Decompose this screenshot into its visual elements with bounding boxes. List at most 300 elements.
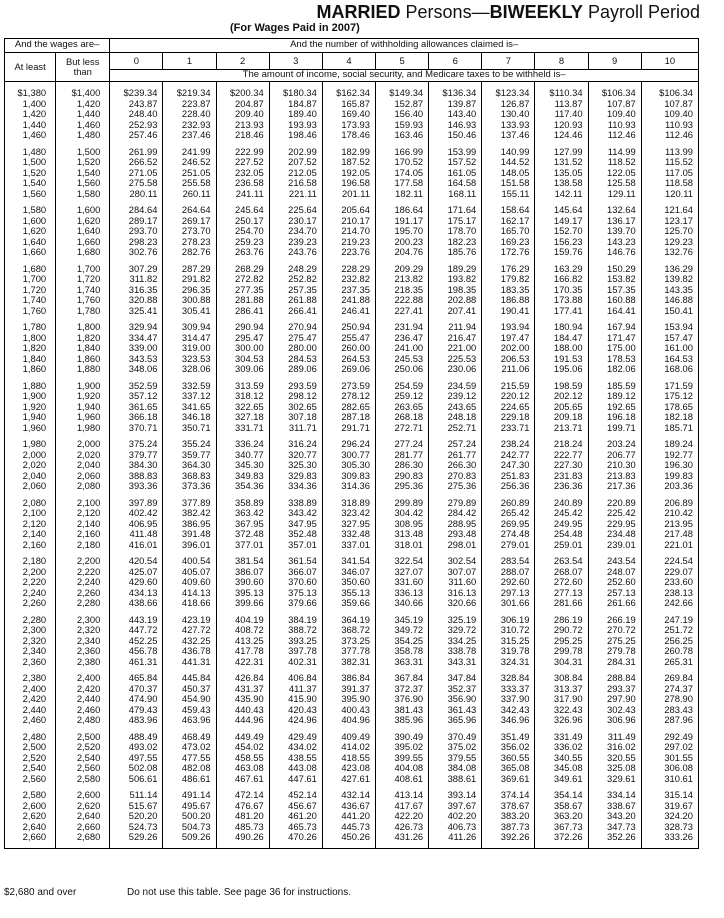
cell-value: 146.76 xyxy=(607,246,636,257)
allowances-header: And the number of withholding allowances claimed is– xyxy=(110,39,699,53)
cell-value: 225.42 xyxy=(607,507,636,518)
cell-value: 251.05 xyxy=(181,166,211,178)
cell-value: 408.72 xyxy=(235,624,264,635)
cell-value: 495.67 xyxy=(181,799,211,811)
cell-value: 348.06 xyxy=(128,363,158,374)
cell-value: 379.55 xyxy=(447,751,477,763)
cell-value: 163.46 xyxy=(394,129,424,140)
cell-value: $239.34 xyxy=(123,87,158,98)
cell-value: 1,440 xyxy=(76,108,101,119)
cell-value: 491.14 xyxy=(181,789,211,800)
cell-value: 118.58 xyxy=(665,177,693,188)
cell-value: 416.01 xyxy=(128,538,158,550)
tax-cell xyxy=(322,784,375,848)
table-row-group xyxy=(5,784,699,848)
cell-value: 363.31 xyxy=(394,655,424,667)
tax-cell xyxy=(163,375,216,434)
cell-value: 195.06 xyxy=(553,363,583,374)
table-row-group xyxy=(5,316,699,375)
cell-value: 164.58 xyxy=(447,177,477,188)
cell-value: 391.48 xyxy=(181,528,211,539)
tax-cell xyxy=(482,316,535,375)
tax-cell xyxy=(641,726,698,785)
cell-value: 368.83 xyxy=(181,469,211,481)
cell-value: 273.70 xyxy=(181,225,211,236)
cell-value: 264.53 xyxy=(341,352,370,364)
cell-value: 1,880 xyxy=(76,363,101,374)
cell-value: 386.07 xyxy=(235,565,264,577)
cell-value: 251.83 xyxy=(500,469,530,481)
cell-value: 418.55 xyxy=(341,751,370,763)
table-row-group xyxy=(5,141,699,200)
cell-value: 240.89 xyxy=(553,496,583,508)
at-least-cell xyxy=(5,492,56,551)
but-less-cell xyxy=(56,550,110,609)
cell-value: 332.59 xyxy=(181,379,211,391)
tax-cell xyxy=(216,375,269,434)
cell-value: 432.25 xyxy=(181,634,211,646)
tax-cell xyxy=(322,199,375,258)
cell-value: 248.18 xyxy=(447,411,477,422)
cell-value: 293.70 xyxy=(128,225,158,236)
cell-value: 427.61 xyxy=(341,772,370,784)
cell-value: 395.02 xyxy=(394,741,424,752)
cell-value: 159.93 xyxy=(394,118,424,130)
cell-value: 2,560 xyxy=(22,772,47,784)
cell-value: 302.76 xyxy=(128,246,158,257)
cell-value: 359.77 xyxy=(181,448,211,460)
cell-value: 2,300 xyxy=(22,624,47,635)
cell-value: 288.84 xyxy=(607,672,636,683)
tax-cell xyxy=(216,550,269,609)
cell-value: 213.71 xyxy=(553,421,583,433)
cell-value: 395.13 xyxy=(235,586,264,598)
cell-value: 2,240 xyxy=(76,576,101,587)
cell-value: 320.88 xyxy=(128,294,158,305)
cell-value: 182.11 xyxy=(395,187,424,199)
cell-value: 150.41 xyxy=(664,304,693,316)
tax-cell xyxy=(163,492,216,551)
cell-value: 411.48 xyxy=(129,528,158,539)
cell-value: 236.58 xyxy=(235,177,264,188)
cell-value: 245.53 xyxy=(394,352,424,364)
cell-value: 414.02 xyxy=(341,741,370,752)
cell-value: 204.76 xyxy=(394,246,424,257)
cell-value: 284.53 xyxy=(288,352,317,364)
cell-value: 349.61 xyxy=(553,772,583,784)
cell-value: 307.18 xyxy=(288,411,317,422)
cell-value: 434.13 xyxy=(128,586,158,598)
cell-value: 242.66 xyxy=(664,597,693,608)
tax-cell xyxy=(588,726,641,785)
cell-value: 450.26 xyxy=(341,831,370,842)
cell-value: 452.25 xyxy=(128,634,158,646)
cell-value: 283.43 xyxy=(664,703,693,715)
cell-value: 341.65 xyxy=(181,400,211,412)
cell-value: 319.00 xyxy=(181,342,211,353)
cell-value: 185.76 xyxy=(447,246,477,257)
tax-cell xyxy=(216,784,269,848)
cell-value: 318.12 xyxy=(235,390,264,401)
cell-value: 370.60 xyxy=(288,576,317,587)
cell-value: 310.61 xyxy=(664,772,693,784)
tax-cell xyxy=(641,258,698,317)
at-least-cell xyxy=(5,433,56,492)
cell-value: 252.82 xyxy=(288,273,317,284)
cell-value: 336.13 xyxy=(394,586,424,598)
cell-value: 356.02 xyxy=(500,741,530,752)
cell-value: 286.19 xyxy=(553,613,583,625)
cell-value: 511.14 xyxy=(129,789,158,800)
cell-value: 346.07 xyxy=(341,565,370,577)
cell-value: 2,340 xyxy=(76,634,101,646)
tax-cell xyxy=(163,316,216,375)
cell-value: 322.65 xyxy=(235,400,264,412)
tax-cell xyxy=(429,316,482,375)
cell-value: 261.66 xyxy=(607,597,636,608)
cell-value: 184.47 xyxy=(553,331,583,343)
cell-value: 2,640 xyxy=(76,810,101,821)
cell-value: 178.65 xyxy=(664,400,693,412)
tax-cell xyxy=(110,609,163,668)
cell-value: 314.47 xyxy=(181,331,211,343)
cell-value: 241.99 xyxy=(181,145,211,157)
tax-cell xyxy=(110,492,163,551)
cell-value: 310.72 xyxy=(500,624,530,635)
cell-value: 178.46 xyxy=(341,129,370,140)
cell-value: 393.25 xyxy=(288,634,317,646)
cell-value: 213.82 xyxy=(394,273,424,284)
cell-value: 2,620 xyxy=(76,799,101,811)
cell-value: 284.64 xyxy=(128,204,158,215)
cell-value: 185.71 xyxy=(664,421,693,433)
cell-value: 148.05 xyxy=(500,166,530,178)
cell-value: 1,900 xyxy=(22,390,47,401)
allowance-col-header: 8 xyxy=(535,53,588,70)
allowance-col-header: 6 xyxy=(429,53,482,70)
allowance-col-header: 5 xyxy=(376,53,429,70)
tax-cell xyxy=(110,726,163,785)
cell-value: 352.59 xyxy=(128,379,158,391)
cell-value: 113.87 xyxy=(554,97,583,109)
tax-cell xyxy=(535,82,588,141)
cell-value: 246.41 xyxy=(341,304,370,316)
cell-value: 265.31 xyxy=(664,655,693,667)
cell-value: 2,200 xyxy=(22,565,47,577)
cell-value: 337.12 xyxy=(181,390,211,401)
cell-value: 203.36 xyxy=(664,480,693,491)
cell-value: 1,480 xyxy=(76,129,101,140)
cell-value: 291.82 xyxy=(181,273,211,284)
tax-cell xyxy=(322,258,375,317)
cell-value: 230.06 xyxy=(447,363,477,374)
cell-value: 2,360 xyxy=(76,645,101,656)
cell-value: 2,660 xyxy=(76,820,101,832)
cell-value: 529.26 xyxy=(128,831,158,842)
cell-value: 2,500 xyxy=(76,730,101,742)
cell-value: 179.82 xyxy=(500,273,530,284)
cell-value: 113.99 xyxy=(665,145,693,157)
cell-value: 397.89 xyxy=(128,496,158,508)
cell-value: 120.11 xyxy=(665,187,693,199)
cell-value: 2,180 xyxy=(76,538,101,550)
cell-value: 216.47 xyxy=(447,331,477,343)
tax-cell xyxy=(216,609,269,668)
cell-value: 265.42 xyxy=(500,507,530,518)
cell-value: 2,400 xyxy=(76,672,101,683)
cell-value: 316.13 xyxy=(447,586,477,598)
cell-value: 126.87 xyxy=(500,97,530,109)
cell-value: 296.24 xyxy=(341,438,370,449)
cell-value: 343.42 xyxy=(288,507,317,518)
cell-value: 1,820 xyxy=(76,331,101,343)
cell-value: 334.47 xyxy=(128,331,158,343)
cell-value: 263.65 xyxy=(394,400,424,412)
cell-value: 1,980 xyxy=(76,421,101,433)
cell-value: 420.43 xyxy=(288,703,317,715)
cell-value: 229.95 xyxy=(607,517,636,529)
footer-note: Do not use this table. See page 36 for instructions. xyxy=(127,887,352,898)
cell-value: 355.24 xyxy=(181,438,211,449)
cell-value: 259.12 xyxy=(394,390,424,401)
cell-value: 436.78 xyxy=(181,645,211,656)
tax-cell xyxy=(269,316,322,375)
cell-value: 423.08 xyxy=(341,762,370,773)
cell-value: 374.14 xyxy=(500,789,530,800)
cell-value: 320.66 xyxy=(447,597,477,608)
cell-value: 205.65 xyxy=(553,400,583,412)
cell-value: 372.48 xyxy=(235,528,264,539)
cell-value: 1,600 xyxy=(22,214,47,226)
cell-value: 232.05 xyxy=(235,166,264,178)
cell-value: 295.47 xyxy=(235,331,264,343)
tax-cell xyxy=(535,375,588,434)
cell-value: 346.96 xyxy=(500,714,530,725)
cell-value: 284.42 xyxy=(447,507,477,518)
cell-value: 347.95 xyxy=(288,517,317,529)
cell-value: 261.88 xyxy=(288,294,317,305)
cell-value: 199.71 xyxy=(607,421,636,433)
cell-value: 216.58 xyxy=(288,177,317,188)
cell-value: 445.73 xyxy=(341,820,370,832)
cell-value: 372.26 xyxy=(553,831,583,842)
cell-value: 289.17 xyxy=(128,214,158,226)
tax-cell xyxy=(110,199,163,258)
cell-value: 269.06 xyxy=(341,363,370,374)
cell-value: 399.66 xyxy=(235,597,264,608)
cell-value: 268.29 xyxy=(235,262,264,274)
cell-value: 177.41 xyxy=(553,304,583,316)
cell-value: 1,660 xyxy=(22,246,47,257)
allowance-col-header: 4 xyxy=(322,53,375,70)
cell-value: 440.43 xyxy=(235,703,264,715)
cell-value: 245.64 xyxy=(235,204,264,215)
cell-value: 316.24 xyxy=(288,438,317,449)
cell-value: 340.55 xyxy=(553,751,583,763)
cell-value: 436.67 xyxy=(341,799,370,811)
cell-value: 278.23 xyxy=(181,235,211,247)
cell-value: 130.40 xyxy=(500,108,530,119)
cell-value: 2,420 xyxy=(22,693,47,704)
cell-value: 1,640 xyxy=(76,225,101,236)
cell-value: 250.17 xyxy=(235,214,264,226)
cell-value: 203.24 xyxy=(607,438,636,449)
cell-value: 168.11 xyxy=(448,187,477,199)
cell-value: 386.84 xyxy=(341,672,370,683)
cell-value: 123.17 xyxy=(664,214,693,226)
cell-value: 2,280 xyxy=(76,597,101,608)
cell-value: 274.37 xyxy=(664,682,693,694)
cell-value: 109.40 xyxy=(664,108,693,119)
cell-value: 284.31 xyxy=(607,655,636,667)
cell-value: 1,440 xyxy=(22,118,47,130)
cell-value: 170.52 xyxy=(394,156,424,167)
but-less-cell xyxy=(56,609,110,668)
cell-value: 210.42 xyxy=(664,507,693,518)
cell-value: 2,060 xyxy=(76,469,101,481)
tax-cell xyxy=(110,141,163,200)
tax-cell xyxy=(588,82,641,141)
cell-value: 320.77 xyxy=(288,448,317,460)
cell-value: 269.17 xyxy=(181,214,211,226)
cell-value: 497.55 xyxy=(128,751,158,763)
cell-value: 2,420 xyxy=(76,682,101,694)
cell-value: 324.20 xyxy=(664,810,693,821)
cell-value: 248.29 xyxy=(288,262,317,274)
cell-value: 311.71 xyxy=(288,421,317,433)
cell-value: 447.72 xyxy=(128,624,158,635)
cell-value: 182.23 xyxy=(447,235,477,247)
cell-value: 429.49 xyxy=(288,730,317,742)
cell-value: 368.72 xyxy=(341,624,370,635)
cell-value: 127.99 xyxy=(553,145,583,157)
cell-value: 228.29 xyxy=(341,262,370,274)
cell-value: 356.90 xyxy=(447,693,477,704)
cell-value: 1,420 xyxy=(22,108,47,119)
cell-value: 438.66 xyxy=(128,597,158,608)
allowance-col-header: 3 xyxy=(269,53,322,70)
cell-value: 350.71 xyxy=(181,421,211,433)
tax-cell xyxy=(110,258,163,317)
cell-value: 336.02 xyxy=(553,741,583,752)
cell-value: 315.14 xyxy=(664,789,693,800)
cell-value: 388.61 xyxy=(447,772,477,784)
cell-value: 404.08 xyxy=(394,762,424,773)
cell-value: 217.36 xyxy=(607,480,636,491)
cell-value: 2,480 xyxy=(22,730,47,742)
tax-cell xyxy=(482,375,535,434)
cell-value: 366.18 xyxy=(128,411,158,422)
cell-value: 515.67 xyxy=(128,799,158,811)
cell-value: 229.18 xyxy=(500,411,530,422)
cell-value: 322.43 xyxy=(553,703,583,715)
cell-value: 319.78 xyxy=(500,645,530,656)
cell-value: 338.89 xyxy=(288,496,317,508)
cell-value: 288.07 xyxy=(500,565,530,577)
cell-value: 222.77 xyxy=(553,448,583,460)
page-title xyxy=(317,2,700,23)
tax-cell xyxy=(535,550,588,609)
cell-value: 393.14 xyxy=(447,789,477,800)
cell-value: 361.43 xyxy=(447,703,477,715)
at-least-cell xyxy=(5,141,56,200)
cell-value: 364.30 xyxy=(181,459,211,470)
cell-value: 345.19 xyxy=(394,613,424,625)
page-subtitle: (For Wages Paid in 2007) xyxy=(230,22,360,34)
cell-value: 286.30 xyxy=(394,459,424,470)
cell-value: 255.47 xyxy=(341,331,370,343)
cell-value: 405.07 xyxy=(181,565,211,577)
cell-value: 400.43 xyxy=(341,703,370,715)
cell-value: 202.88 xyxy=(447,294,477,305)
cell-value: 260.78 xyxy=(664,645,693,656)
cell-value: 115.52 xyxy=(665,156,693,167)
cell-value: 346.18 xyxy=(181,411,211,422)
cell-value: 443.19 xyxy=(128,613,158,625)
cell-value: 232.82 xyxy=(341,273,370,284)
tax-cell xyxy=(641,492,698,551)
cell-value: 358.67 xyxy=(553,799,583,811)
cell-value: 192.65 xyxy=(607,400,636,412)
tax-cell xyxy=(588,316,641,375)
cell-value: 2,080 xyxy=(22,496,47,508)
cell-value: 193.94 xyxy=(500,321,530,332)
cell-value: 360.55 xyxy=(500,751,530,763)
cell-value: 304.42 xyxy=(394,507,424,518)
cell-value: 159.76 xyxy=(553,246,583,257)
cell-value: 254.70 xyxy=(235,225,264,236)
cell-value: 402.31 xyxy=(288,655,317,667)
cell-value: 375.02 xyxy=(447,741,477,752)
tax-cell xyxy=(429,375,482,434)
cell-value: 422.20 xyxy=(394,810,424,821)
tax-cell xyxy=(269,492,322,551)
cell-value: 107.87 xyxy=(607,97,636,109)
cell-value: 387.73 xyxy=(500,820,530,832)
cell-value: 402.42 xyxy=(128,507,158,518)
cell-value: 277.35 xyxy=(235,283,264,295)
cell-value: 183.35 xyxy=(500,283,530,295)
cell-value: 337.90 xyxy=(500,693,530,704)
cell-value: 287.96 xyxy=(664,714,693,725)
tax-cell xyxy=(482,82,535,141)
cell-value: 290.83 xyxy=(394,469,424,481)
cell-value: $110.34 xyxy=(549,87,583,98)
cell-value: 163.29 xyxy=(553,262,583,274)
cell-value: 182.99 xyxy=(341,145,370,157)
cell-value: 1,860 xyxy=(76,352,101,364)
cell-value: 408.61 xyxy=(394,772,424,784)
tax-cell xyxy=(482,141,535,200)
cell-value: 304.53 xyxy=(235,352,264,364)
cell-value: 382.42 xyxy=(181,507,211,518)
cell-value: 406.95 xyxy=(128,517,158,529)
cell-value: 268.18 xyxy=(394,411,424,422)
cell-value: 1,600 xyxy=(76,204,101,215)
cell-value: 171.64 xyxy=(447,204,477,215)
cell-value: 171.47 xyxy=(607,331,636,343)
cell-value: 493.02 xyxy=(128,741,158,752)
cell-value: 137.46 xyxy=(500,129,530,140)
cell-value: 169.40 xyxy=(341,108,370,119)
cell-value: 180.94 xyxy=(553,321,583,332)
cell-value: 198.46 xyxy=(288,129,317,140)
cell-value: 233.71 xyxy=(500,421,530,433)
cell-value: 413.14 xyxy=(394,789,424,800)
cell-value: 118.52 xyxy=(607,156,636,167)
tax-cell xyxy=(163,609,216,668)
cell-value: 365.96 xyxy=(447,714,477,725)
